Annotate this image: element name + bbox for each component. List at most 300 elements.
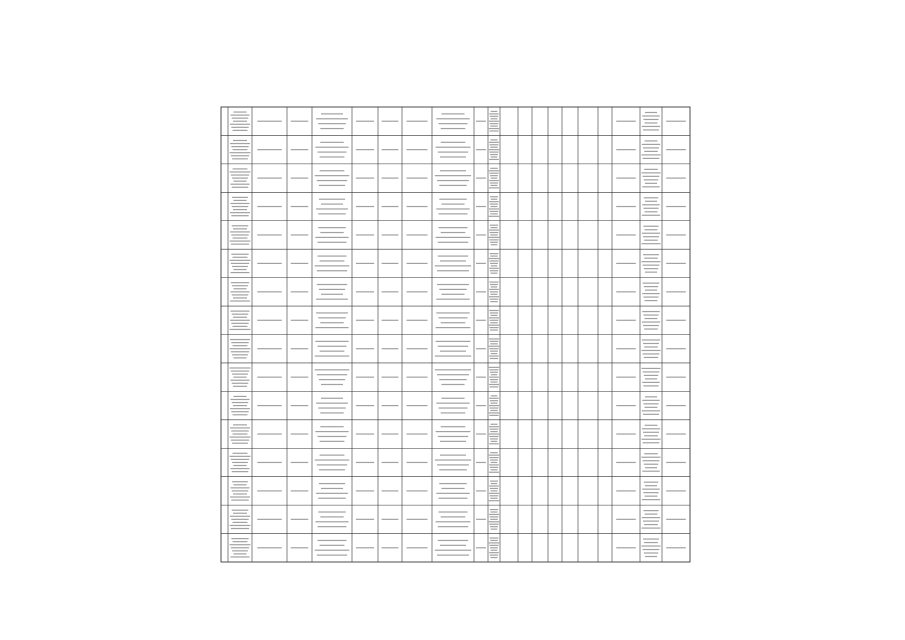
- illegible-text-line: [490, 139, 497, 140]
- illegible-text-line: [489, 201, 499, 202]
- illegible-text-line: [490, 516, 499, 517]
- illegible-text-line: [642, 293, 659, 294]
- illegible-text-line: [230, 496, 250, 497]
- illegible-text-line: [490, 284, 498, 285]
- illegible-text-line: [476, 234, 486, 235]
- illegible-text-line: [233, 493, 247, 494]
- illegible-text-line: [489, 239, 498, 240]
- illegible-text-line: [490, 227, 497, 228]
- illegible-text-line: [291, 433, 309, 434]
- illegible-text-line: [230, 487, 249, 488]
- illegible-text-line: [489, 173, 498, 174]
- illegible-text-line: [439, 498, 468, 499]
- illegible-text-line: [489, 346, 499, 347]
- illegible-text-line: [642, 321, 660, 322]
- illegible-text-line: [317, 270, 347, 271]
- illegible-text-line: [490, 242, 498, 243]
- illegible-text-line: [476, 320, 486, 321]
- illegible-text-line: [318, 511, 346, 512]
- illegible-text-line: [645, 407, 658, 408]
- illegible-text-line: [490, 116, 498, 117]
- illegible-text-line: [436, 493, 469, 494]
- illegible-text-line: [490, 234, 497, 235]
- illegible-text-line: [232, 462, 248, 463]
- illegible-text-line: [257, 405, 282, 406]
- illegible-text-line: [257, 377, 282, 378]
- illegible-text-line: [257, 291, 282, 292]
- illegible-text-line: [291, 462, 309, 463]
- illegible-text-line: [436, 403, 469, 404]
- illegible-text-line: [232, 294, 249, 295]
- illegible-text-line: [490, 526, 498, 527]
- illegible-text-line: [356, 234, 374, 235]
- illegible-text-line: [382, 149, 399, 150]
- illegible-text-line: [490, 211, 499, 212]
- illegible-text-line: [490, 495, 499, 496]
- illegible-text-line: [382, 490, 399, 491]
- illegible-text-line: [644, 552, 658, 553]
- illegible-text-line: [490, 467, 498, 468]
- illegible-text-line: [232, 314, 249, 315]
- illegible-text-line: [441, 384, 464, 385]
- illegible-text-line: [257, 206, 282, 207]
- illegible-text-line: [489, 514, 499, 515]
- illegible-text-line: [318, 540, 347, 541]
- illegible-text-line: [490, 168, 497, 169]
- illegible-text-line: [436, 118, 469, 119]
- illegible-text-line: [321, 113, 343, 114]
- illegible-text-line: [232, 118, 249, 119]
- illegible-text-line: [315, 175, 350, 176]
- illegible-text-line: [230, 339, 250, 340]
- illegible-text-line: [645, 556, 657, 557]
- illegible-text-line: [231, 499, 248, 500]
- illegible-text-line: [436, 208, 469, 209]
- illegible-text-line: [490, 322, 497, 323]
- illegible-text-line: [315, 265, 350, 266]
- illegible-text-line: [407, 519, 428, 520]
- illegible-text-line: [666, 320, 686, 321]
- illegible-text-line: [231, 459, 249, 460]
- illegible-text-line: [291, 263, 309, 264]
- illegible-text-line: [233, 414, 248, 415]
- illegible-text-line: [440, 156, 466, 157]
- illegible-text-line: [490, 118, 497, 119]
- illegible-text-line: [436, 341, 471, 342]
- illegible-text-line: [666, 291, 686, 292]
- illegible-text-line: [436, 147, 471, 148]
- illegible-text-line: [491, 353, 498, 354]
- illegible-text-line: [490, 147, 497, 148]
- illegible-text-line: [320, 142, 343, 143]
- illegible-text-line: [491, 374, 498, 375]
- illegible-text-line: [233, 424, 247, 425]
- illegible-text-line: [643, 265, 660, 266]
- illegible-text-line: [231, 174, 249, 175]
- illegible-text-line: [642, 126, 660, 127]
- illegible-text-line: [233, 396, 246, 397]
- illegible-text-line: [233, 297, 247, 298]
- illegible-text-line: [356, 149, 374, 150]
- illegible-text-line: [320, 455, 345, 456]
- illegible-text-line: [644, 482, 658, 483]
- illegible-text-line: [489, 457, 498, 458]
- illegible-text-line: [476, 263, 486, 264]
- illegible-text-line: [476, 462, 486, 463]
- illegible-text-line: [233, 181, 246, 182]
- illegible-text-line: [642, 339, 660, 340]
- illegible-text-line: [645, 496, 658, 497]
- illegible-text-line: [490, 351, 498, 352]
- illegible-text-line: [232, 402, 249, 403]
- illegible-text-line: [644, 542, 658, 543]
- illegible-text-line: [231, 430, 248, 431]
- illegible-text-line: [489, 142, 499, 143]
- illegible-text-line: [490, 547, 498, 548]
- illegible-text-line: [232, 443, 248, 444]
- illegible-text-line: [318, 123, 346, 124]
- illegible-text-line: [616, 149, 636, 150]
- illegible-text-line: [616, 519, 636, 520]
- illegible-text-line: [230, 380, 249, 381]
- illegible-text-line: [230, 525, 251, 526]
- illegible-text-line: [231, 263, 249, 264]
- illegible-text-line: [382, 519, 399, 520]
- illegible-text-line: [490, 358, 498, 359]
- illegible-text-line: [490, 273, 497, 274]
- illegible-text-line: [642, 115, 659, 116]
- illegible-text-line: [490, 386, 499, 387]
- illegible-text-line: [231, 323, 248, 324]
- illegible-text-line: [320, 441, 345, 442]
- illegible-text-line: [356, 177, 374, 178]
- illegible-text-line: [382, 462, 399, 463]
- illegible-text-line: [437, 180, 469, 181]
- illegible-text-line: [233, 288, 246, 289]
- illegible-text-line: [318, 227, 346, 228]
- illegible-text-line: [490, 438, 498, 439]
- illegible-text-line: [230, 436, 251, 437]
- illegible-text-line: [231, 215, 248, 216]
- illegible-text-line: [490, 255, 497, 256]
- illegible-text-line: [489, 325, 499, 326]
- illegible-text-line: [382, 348, 399, 349]
- illegible-text-line: [321, 384, 343, 385]
- illegible-text-line: [490, 315, 497, 316]
- illegible-text-line: [231, 146, 248, 147]
- illegible-text-line: [489, 500, 499, 501]
- illegible-text-line: [489, 348, 498, 349]
- illegible-text-line: [318, 242, 347, 243]
- illegible-text-line: [643, 129, 659, 130]
- illegible-text-line: [257, 433, 282, 434]
- illegible-text-line: [491, 244, 498, 245]
- illegible-text-line: [489, 128, 499, 129]
- illegible-text-line: [489, 542, 499, 543]
- illegible-text-line: [489, 296, 499, 297]
- illegible-text-line: [230, 311, 249, 312]
- illegible-text-line: [645, 229, 658, 230]
- data-table: [221, 107, 690, 562]
- illegible-text-line: [489, 237, 499, 238]
- illegible-text-line: [232, 206, 249, 207]
- illegible-text-line: [643, 254, 659, 255]
- illegible-text-line: [291, 519, 309, 520]
- illegible-text-line: [489, 443, 499, 444]
- illegible-text-line: [439, 379, 467, 380]
- illegible-text-line: [489, 113, 499, 114]
- illegible-text-line: [233, 237, 248, 238]
- illegible-text-line: [643, 371, 660, 372]
- illegible-text-line: [233, 149, 248, 150]
- illegible-text-line: [490, 123, 499, 124]
- illegible-text-line: [490, 320, 499, 321]
- illegible-text-line: [644, 464, 658, 465]
- illegible-text-line: [316, 312, 348, 313]
- illegible-text-line: [616, 206, 636, 207]
- illegible-text-line: [641, 261, 660, 262]
- illegible-text-line: [319, 469, 345, 470]
- illegible-text-line: [476, 149, 486, 150]
- illegible-text-line: [230, 516, 250, 517]
- illegible-text-line: [230, 152, 251, 153]
- illegible-text-line: [489, 130, 498, 131]
- illegible-text-line: [666, 519, 686, 520]
- illegible-text-line: [645, 289, 657, 290]
- illegible-text-line: [436, 312, 469, 313]
- illegible-text-line: [642, 233, 660, 234]
- illegible-text-line: [232, 285, 248, 286]
- illegible-text-line: [233, 209, 247, 210]
- illegible-text-line: [318, 317, 346, 318]
- illegible-text-line: [356, 121, 374, 122]
- illegible-text-line: [641, 527, 660, 528]
- illegible-text-line: [666, 433, 686, 434]
- illegible-text-line: [407, 206, 428, 207]
- illegible-text-line: [489, 426, 499, 427]
- illegible-text-line: [490, 185, 497, 186]
- illegible-text-line: [232, 374, 248, 375]
- illegible-text-line: [230, 300, 250, 301]
- illegible-text-line: [230, 260, 251, 261]
- illegible-text-line: [318, 407, 346, 408]
- illegible-text-line: [642, 471, 659, 472]
- illegible-text-line: [233, 200, 246, 201]
- illegible-text-line: [645, 318, 658, 319]
- illegible-text-line: [490, 540, 497, 541]
- illegible-text-line: [476, 547, 486, 548]
- illegible-text-line: [233, 513, 247, 514]
- illegible-text-line: [439, 123, 468, 124]
- illegible-text-line: [315, 521, 348, 522]
- illegible-text-line: [490, 403, 497, 404]
- illegible-text-line: [490, 429, 499, 430]
- illegible-text-line: [407, 291, 428, 292]
- illegible-text-line: [491, 111, 498, 112]
- illegible-text-line: [291, 206, 309, 207]
- illegible-text-line: [490, 196, 498, 197]
- illegible-text-line: [291, 377, 309, 378]
- illegible-text-line: [645, 378, 657, 379]
- illegible-text-line: [491, 286, 498, 287]
- illegible-text-line: [382, 263, 399, 264]
- illegible-text-line: [490, 182, 498, 183]
- illegible-text-line: [643, 296, 658, 297]
- illegible-text-line: [643, 325, 659, 326]
- illegible-text-line: [231, 282, 249, 283]
- illegible-text-line: [291, 234, 309, 235]
- illegible-text-line: [643, 538, 659, 539]
- illegible-text-line: [438, 242, 468, 243]
- illegible-text-line: [317, 374, 347, 375]
- illegible-text-line: [320, 516, 343, 517]
- illegible-text-line: [233, 317, 247, 318]
- illegible-text-line: [641, 545, 660, 546]
- illegible-text-line: [319, 379, 345, 380]
- illegible-text-line: [666, 149, 686, 150]
- illegible-text-line: [489, 170, 499, 171]
- illegible-text-line: [641, 368, 660, 369]
- illegible-text-line: [257, 234, 282, 235]
- illegible-text-line: [320, 260, 345, 261]
- illegible-text-line: [356, 206, 374, 207]
- illegible-text-line: [257, 519, 282, 520]
- illegible-text-line: [435, 550, 471, 551]
- illegible-text-line: [616, 462, 636, 463]
- illegible-text-line: [490, 469, 497, 470]
- illegible-text-line: [490, 490, 497, 491]
- illegible-text-line: [231, 244, 249, 245]
- illegible-text-line: [489, 149, 499, 150]
- illegible-text-line: [438, 346, 468, 347]
- illegible-text-line: [616, 348, 636, 349]
- illegible-text-line: [642, 186, 659, 187]
- illegible-text-line: [317, 464, 347, 465]
- illegible-text-line: [382, 234, 399, 235]
- illegible-text-line: [232, 158, 248, 159]
- illegible-text-line: [616, 291, 636, 292]
- illegible-text-line: [233, 553, 246, 554]
- illegible-text-line: [616, 433, 636, 434]
- illegible-text-line: [666, 263, 686, 264]
- illegible-text-line: [489, 268, 499, 269]
- illegible-text-line: [490, 294, 497, 295]
- illegible-text-line: [645, 272, 657, 273]
- illegible-text-line: [641, 243, 660, 244]
- illegible-text-line: [230, 427, 250, 428]
- illegible-text-line: [291, 405, 309, 406]
- illegible-text-line: [407, 405, 428, 406]
- illegible-text-line: [291, 348, 309, 349]
- illegible-text-line: [643, 176, 660, 177]
- illegible-text-line: [439, 213, 468, 214]
- illegible-text-line: [666, 462, 686, 463]
- illegible-text-line: [257, 462, 282, 463]
- illegible-text-line: [230, 408, 250, 409]
- illegible-text-line: [232, 550, 248, 551]
- illegible-text-line: [233, 140, 247, 141]
- illegible-text-line: [642, 382, 659, 383]
- illegible-text-line: [666, 348, 686, 349]
- illegible-text-line: [439, 317, 468, 318]
- illegible-text-line: [489, 258, 499, 259]
- illegible-text-line: [616, 405, 636, 406]
- illegible-text-line: [476, 377, 486, 378]
- illegible-text-line: [233, 453, 248, 454]
- illegible-text-line: [491, 462, 498, 463]
- illegible-text-line: [491, 177, 498, 178]
- illegible-text-line: [489, 493, 499, 494]
- illegible-text-line: [435, 175, 471, 176]
- illegible-text-line: [666, 490, 686, 491]
- illegible-text-line: [643, 403, 658, 404]
- illegible-text-line: [476, 405, 486, 406]
- illegible-text-line: [645, 514, 658, 515]
- illegible-text-line: [233, 257, 248, 258]
- illegible-text-line: [233, 522, 248, 523]
- illegible-text-line: [644, 258, 658, 259]
- illegible-text-line: [437, 374, 469, 375]
- illegible-text-line: [490, 488, 498, 489]
- illegible-text-line: [641, 350, 660, 351]
- illegible-text-line: [476, 348, 486, 349]
- illegible-text-line: [232, 354, 248, 355]
- illegible-text-line: [382, 405, 399, 406]
- illegible-text-line: [491, 550, 498, 551]
- illegible-text-line: [233, 130, 248, 131]
- illegible-text-line: [407, 320, 428, 321]
- illegible-text-line: [382, 320, 399, 321]
- illegible-text-line: [319, 483, 345, 484]
- illegible-text-line: [616, 490, 636, 491]
- illegible-text-line: [232, 490, 249, 491]
- illegible-text-line: [643, 414, 659, 415]
- illegible-text-line: [644, 524, 658, 525]
- illegible-text-line: [490, 263, 498, 264]
- illegible-text-line: [232, 481, 248, 482]
- illegible-text-line: [645, 485, 657, 486]
- illegible-text-line: [230, 399, 249, 400]
- illegible-text-line: [489, 180, 499, 181]
- illegible-text-line: [407, 348, 428, 349]
- illegible-text-line: [616, 234, 636, 235]
- illegible-text-line: [643, 226, 658, 227]
- illegible-text-line: [230, 231, 250, 232]
- illegible-text-line: [320, 351, 345, 352]
- illegible-text-line: [232, 225, 249, 226]
- illegible-text-line: [476, 490, 486, 491]
- illegible-text-line: [317, 555, 347, 556]
- illegible-text-line: [644, 240, 658, 241]
- illegible-text-line: [645, 112, 657, 113]
- illegible-text-line: [233, 377, 246, 378]
- illegible-text-line: [320, 322, 343, 323]
- illegible-text-line: [489, 464, 499, 465]
- illegible-text-line: [233, 168, 248, 169]
- illegible-text-line: [490, 511, 497, 512]
- illegible-text-line: [317, 180, 347, 181]
- illegible-text-line: [320, 128, 343, 129]
- illegible-text-line: [642, 144, 660, 145]
- illegible-text-line: [489, 415, 498, 416]
- illegible-text-line: [257, 348, 282, 349]
- illegible-text-line: [490, 509, 498, 510]
- illegible-text-line: [441, 516, 466, 517]
- illegible-text-line: [666, 234, 686, 235]
- illegible-text-line: [321, 203, 343, 204]
- illegible-text-line: [643, 208, 658, 209]
- illegible-text-line: [490, 410, 497, 411]
